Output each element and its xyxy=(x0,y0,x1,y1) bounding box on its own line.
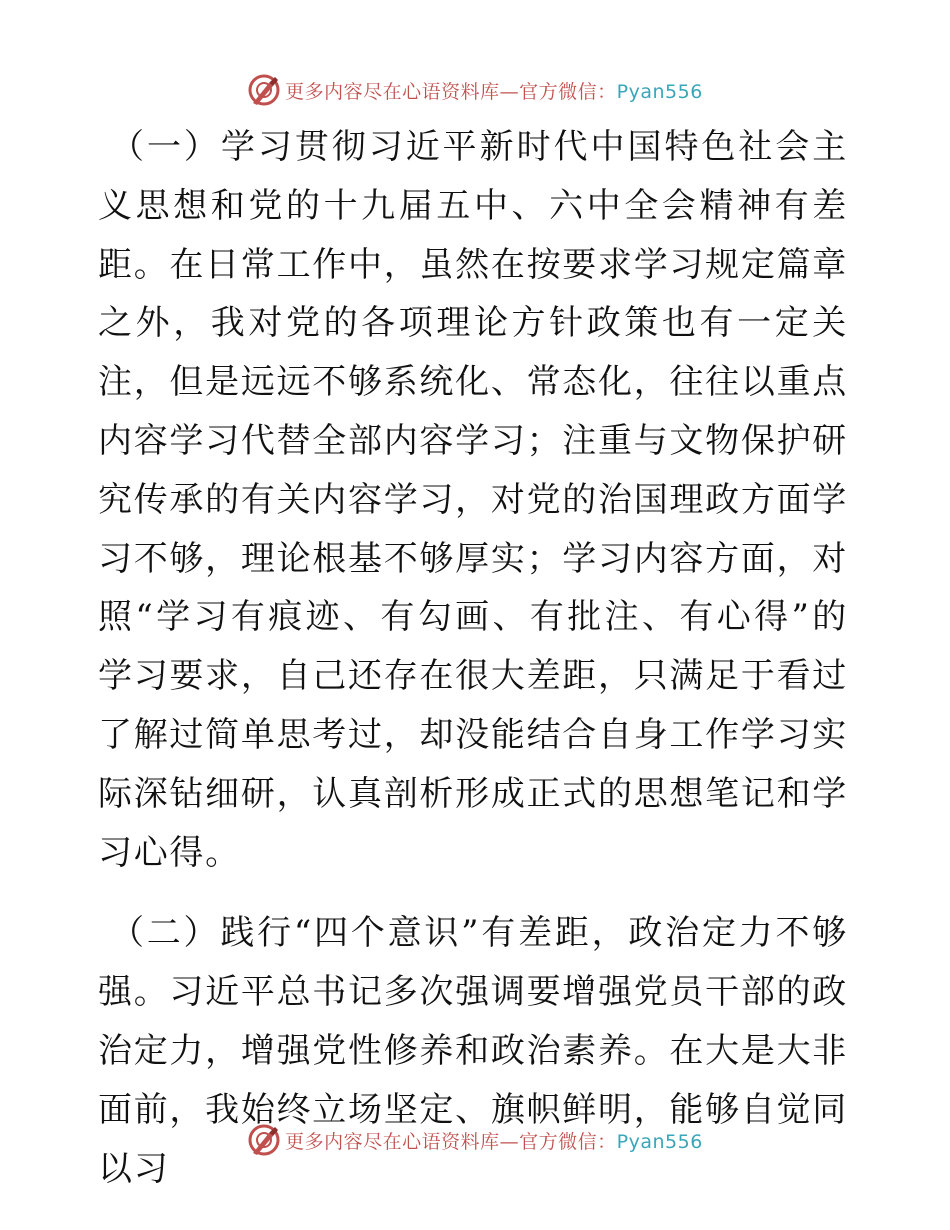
watermark-header xyxy=(0,70,950,110)
pen-logo-icon xyxy=(247,73,281,107)
watermark-footer xyxy=(0,1120,950,1160)
pen-logo-icon xyxy=(247,1123,281,1157)
watermark-text: 更多内容尽在心语资料库—官方微信：Pyan556 xyxy=(285,80,703,103)
paragraph-2: （二）践行“四个意识”有差距，政治定力不够强。习近平总书记多次强调要增强党员干部的政治定力，增强党性修养和政治素养。在大是大非面前，我始终立场坚定、旗帜鲜明，能够自觉同以习 xyxy=(98,913,848,1189)
document-body xyxy=(98,118,848,1198)
paragraph-1: （一）学习贯彻习近平新时代中国特色社会主义思想和党的十九届五中、六中全会精神有差距。在日常工作中，虽然在按要求学习规定篇章之外，我对党的各项理论方针政策也有一定关注，但是远远不够系统化、常态化，往往以重点内容学习代替全部内容学习；注重与文物保护研究传承的有关内容学习，对党的治国理政方面学习不够，理论根基不够厚实；学习内容方面，对照“学习有痕迹、有勾画、有批注、有心得”的学习要求，自己还存在很大差距，只满足于看过了解过简单思考过，却没能结合自身工作学习实际深钻细研，认真剖析形成正式的思想笔记和学习心得。 xyxy=(98,127,848,873)
watermark-text: 更多内容尽在心语资料库—官方微信：Pyan556 xyxy=(285,1130,703,1153)
